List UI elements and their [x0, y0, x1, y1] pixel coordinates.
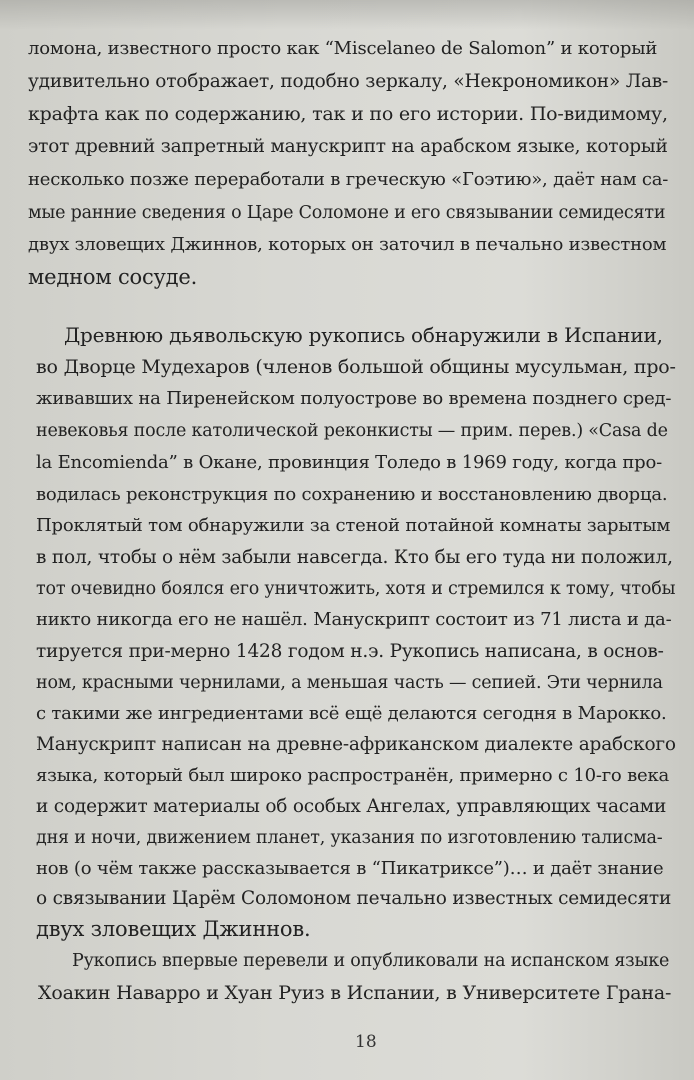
- text-line: в пол, чтобы о нём забыли навсегда. Кто бы его туда ни положил,: [36, 547, 673, 568]
- text-line: крафта как по содержанию, так и по его истории. По-видимому,: [28, 103, 668, 125]
- text-line: ломона, известного просто как “Miscelaneo de Salomon” и который: [28, 38, 658, 59]
- text-line: невековья после католической реконкисты — прим. перев.) «Casa de: [36, 421, 668, 441]
- text-line: с такими же ингредиентами всё ещё делаются сегодня в Марокко.: [36, 703, 667, 724]
- text-line: Хоакин Наварро и Хуан Руиз в Испании, в Университете Грана-: [38, 982, 672, 1004]
- text-line: языка, который был широко распространён, примерно с 10-го века: [36, 765, 670, 786]
- text-line: и содержит материалы об особых Ангелах, управляющих часами: [36, 796, 667, 817]
- text-line: удивительно отображает, подобно зеркалу, «Некрономикон» Лав-: [28, 71, 669, 92]
- text-line: Проклятый том обнаружили за стеной потайной комнаты зарытым: [36, 515, 671, 536]
- text-line: мые ранние сведения о Царе Соломоне и его связывании семидесяти: [28, 203, 666, 223]
- text-line: живавших на Пиренейском полуострове во времена позднего сред-: [36, 388, 672, 409]
- text-line: тот очевидно боялся его уничтожить, хотя и стремился к тому, чтобы: [36, 579, 676, 599]
- text-line: несколько позже переработали в греческую «Гоэтию», даёт нам са-: [28, 169, 669, 190]
- text-line: Древнюю дьявольскую рукопись обнаружили в Испании,: [64, 323, 663, 347]
- text-line: ном, красными чернилами, а меньшая часть — сепией. Эти чернила: [36, 673, 663, 693]
- text-line: la Encomienda” в Окане, провинция Толедо в 1969 году, когда про-: [36, 452, 662, 473]
- text-line: этот древний запретный манускрипт на арабском языке, который: [28, 136, 668, 157]
- text-line: нов (о чём также рассказывается в “Пикатриксе”)… и даёт знание: [36, 858, 664, 879]
- text-line: Манускрипт написан на древне-африканском диалекте арабского: [36, 734, 676, 755]
- text-line: водилась реконструкция по сохранению и восстановлению дворца.: [36, 484, 668, 505]
- page-number: 18: [355, 1032, 377, 1052]
- text-line: дня и ночи, движением планет, указания по изготовлению талисма-: [36, 828, 663, 848]
- text-line: двух зловещих Джиннов, которых он заточил в печально известном: [28, 234, 667, 255]
- text-line: двух зловещих Джиннов.: [36, 917, 311, 941]
- text-line: медном сосуде.: [28, 265, 198, 289]
- text-line: во Дворце Мудехаров (членов большой общины мусульман, про-: [36, 356, 676, 378]
- text-line: никто никогда его не нашёл. Манускрипт состоит из 71 листа и да-: [36, 609, 672, 630]
- text-line: тируется при-мерно 1428 годом н.э. Рукопись написана, в основ-: [36, 641, 664, 662]
- text-line: о связывании Царём Соломоном печально известных семидесяти: [36, 888, 672, 909]
- text-line: Рукопись впервые перевели и опубликовали на испанском языке: [72, 951, 670, 971]
